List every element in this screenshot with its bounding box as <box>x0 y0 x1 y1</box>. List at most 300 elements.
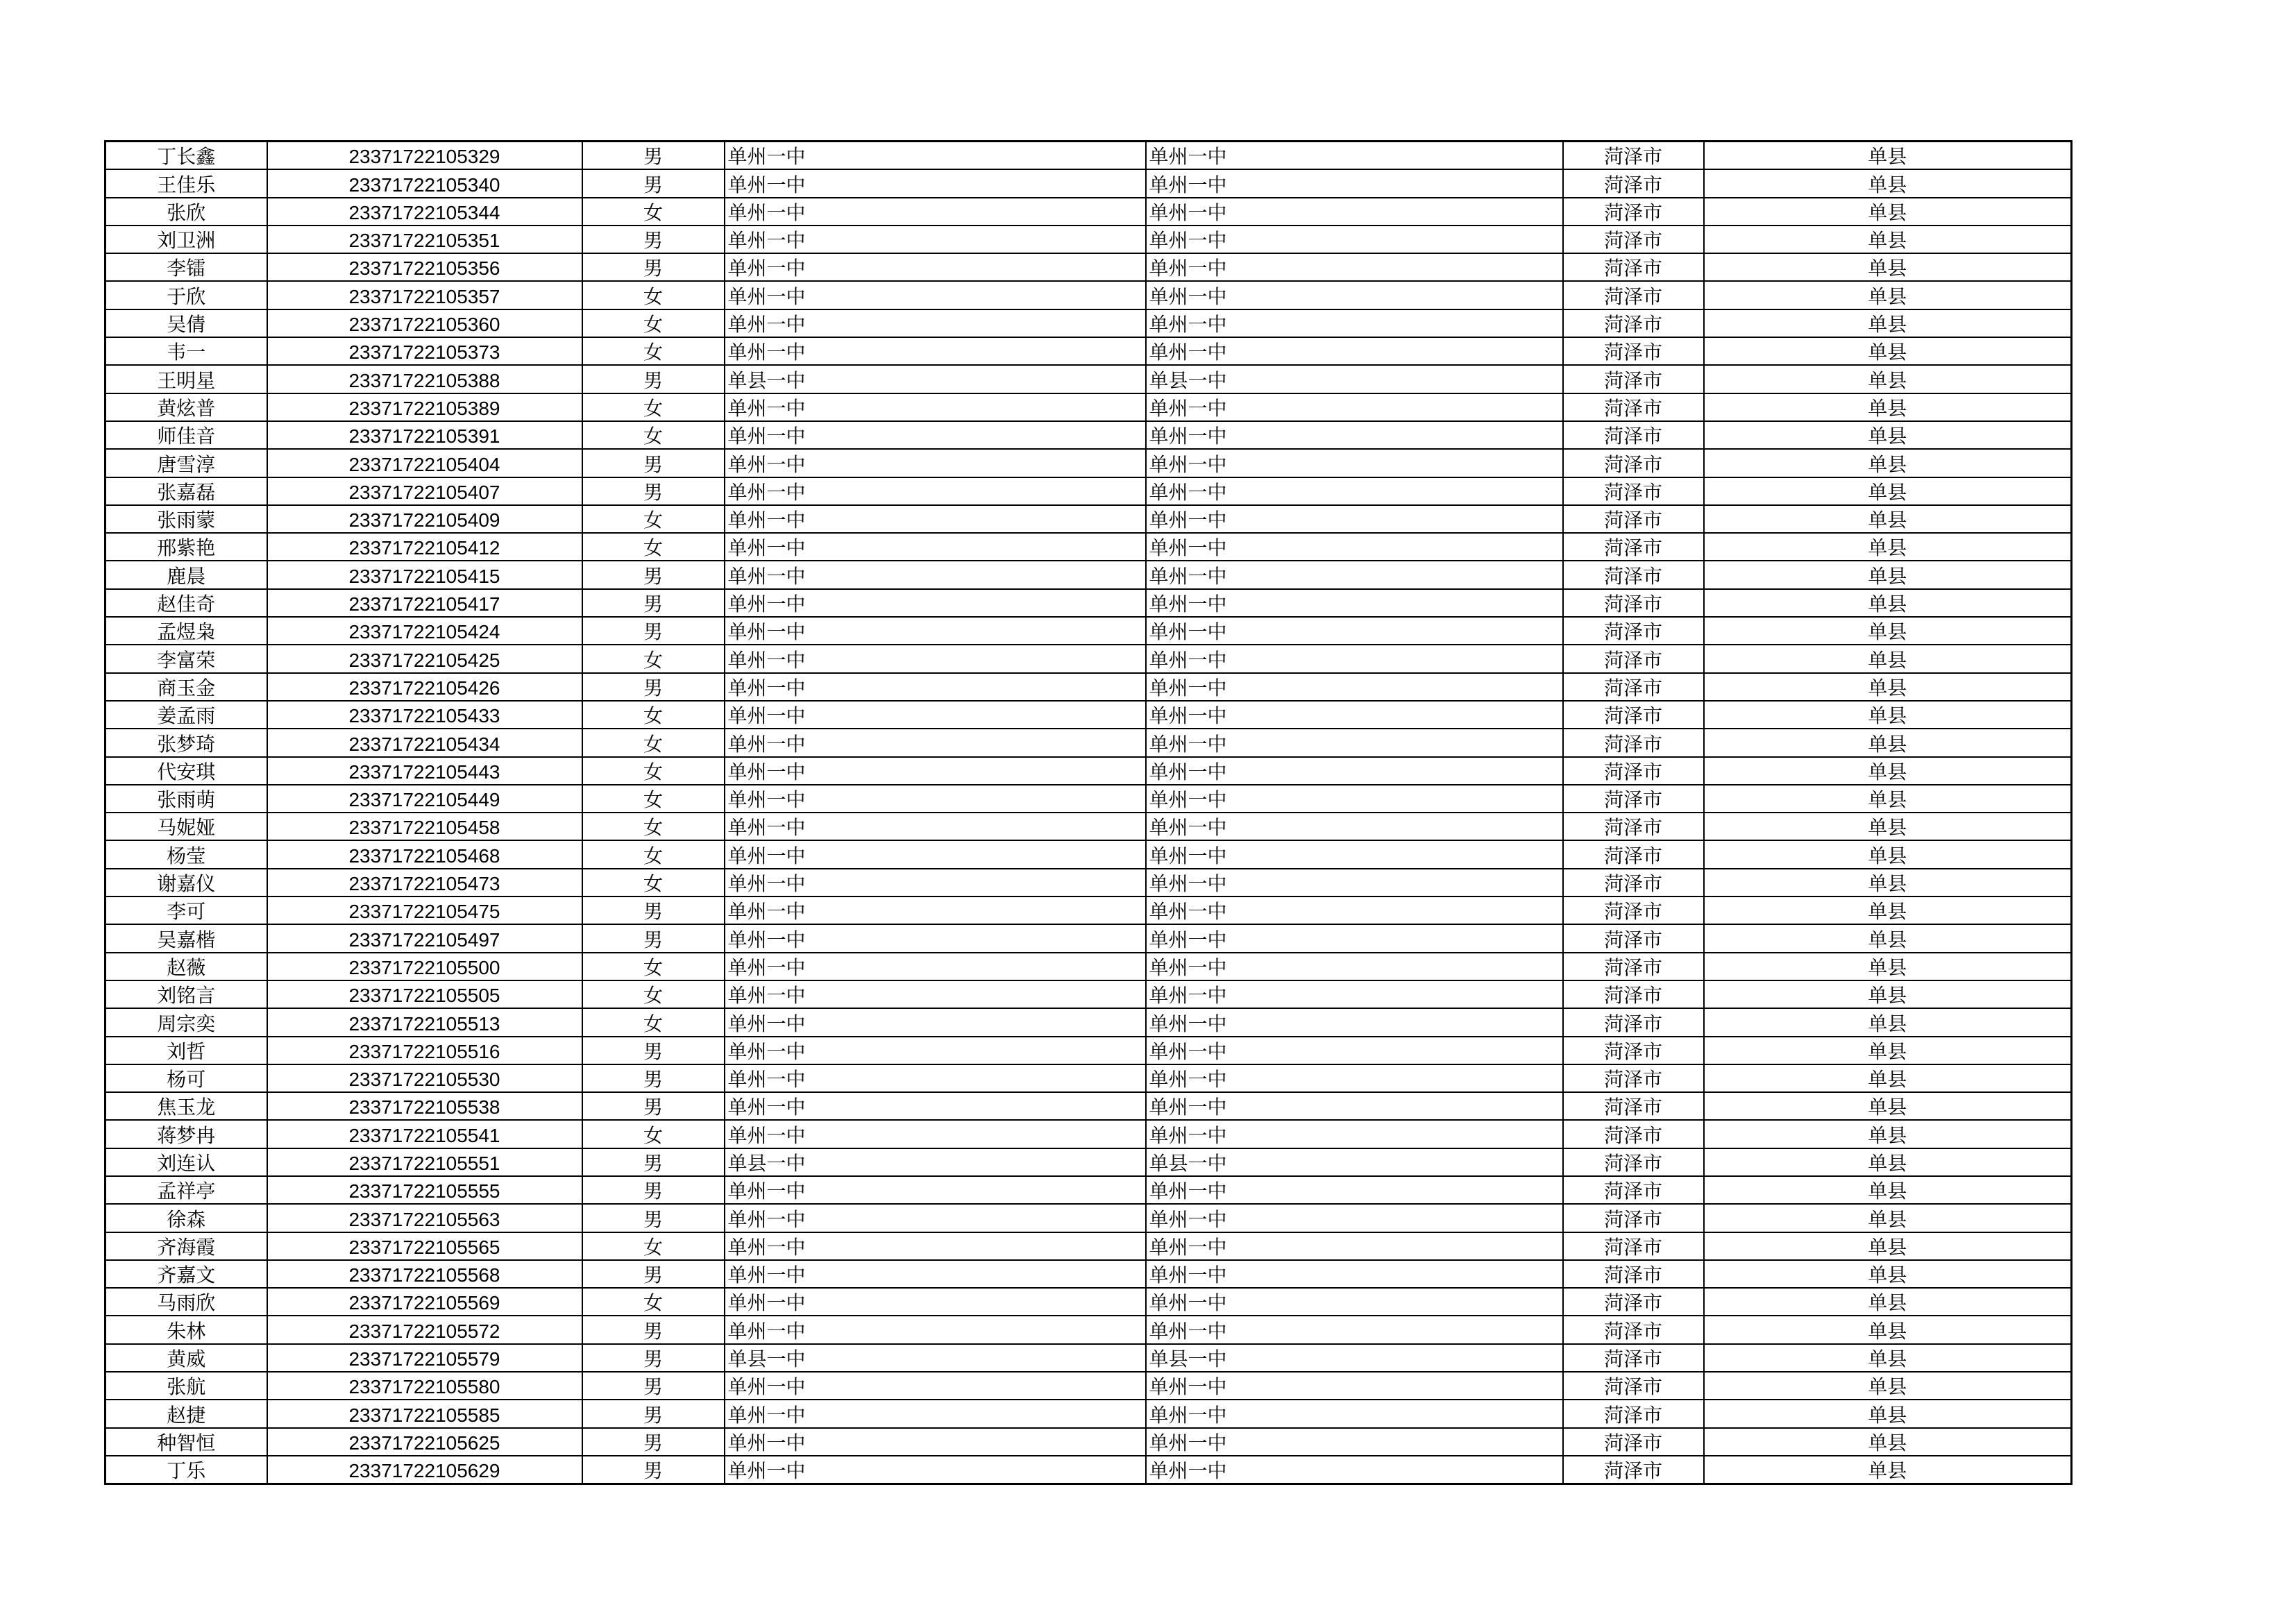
city-cell: 菏泽市 <box>1563 1400 1704 1427</box>
school-cell: 单州一中 <box>725 198 1146 226</box>
county-cell: 单县 <box>1704 785 2072 813</box>
city-cell: 菏泽市 <box>1563 337 1704 365</box>
exam-site-cell: 单州一中 <box>1146 309 1563 337</box>
school-cell: 单州一中 <box>725 1064 1146 1092</box>
exam-number-cell: 23371722105329 <box>267 142 582 170</box>
county-cell: 单县 <box>1704 869 2072 897</box>
table-row <box>105 533 2072 561</box>
student-name-cell: 王明星 <box>105 365 267 393</box>
exam-number-cell: 23371722105585 <box>267 1400 582 1427</box>
county-cell: 单县 <box>1704 142 2072 170</box>
student-name-cell: 赵薇 <box>105 953 267 980</box>
table-row <box>105 281 2072 309</box>
city-cell: 菏泽市 <box>1563 897 1704 924</box>
school-cell: 单州一中 <box>725 142 1146 170</box>
county-cell: 单县 <box>1704 980 2072 1008</box>
school-cell: 单州一中 <box>725 281 1146 309</box>
exam-site-cell: 单州一中 <box>1146 785 1563 813</box>
gender-cell: 男 <box>582 1428 725 1456</box>
gender-cell: 男 <box>582 477 725 505</box>
exam-site-cell: 单州一中 <box>1146 449 1563 477</box>
city-cell: 菏泽市 <box>1563 1344 1704 1372</box>
city-cell: 菏泽市 <box>1563 533 1704 561</box>
exam-site-cell: 单州一中 <box>1146 897 1563 924</box>
exam-number-cell: 23371722105505 <box>267 980 582 1008</box>
student-name-cell: 蒋梦冉 <box>105 1120 267 1148</box>
city-cell: 菏泽市 <box>1563 421 1704 449</box>
county-cell: 单县 <box>1704 673 2072 701</box>
exam-number-cell: 23371722105513 <box>267 1008 582 1036</box>
exam-site-cell: 单州一中 <box>1146 198 1563 226</box>
table-row <box>105 505 2072 533</box>
exam-site-cell: 单州一中 <box>1146 701 1563 729</box>
exam-site-cell: 单州一中 <box>1146 1260 1563 1288</box>
city-cell: 菏泽市 <box>1563 253 1704 281</box>
exam-site-cell: 单州一中 <box>1146 840 1563 868</box>
school-cell: 单州一中 <box>725 953 1146 980</box>
city-cell: 菏泽市 <box>1563 505 1704 533</box>
exam-number-cell: 23371722105500 <box>267 953 582 980</box>
exam-number-cell: 23371722105417 <box>267 589 582 617</box>
school-cell: 单州一中 <box>725 729 1146 756</box>
table-row <box>105 1456 2072 1484</box>
county-cell: 单县 <box>1704 365 2072 393</box>
county-cell: 单县 <box>1704 1092 2072 1120</box>
school-cell: 单州一中 <box>725 645 1146 672</box>
table-row <box>105 757 2072 785</box>
school-cell: 单州一中 <box>725 617 1146 645</box>
student-name-cell: 焦玉龙 <box>105 1092 267 1120</box>
table-row <box>105 1148 2072 1176</box>
exam-site-cell: 单州一中 <box>1146 1008 1563 1036</box>
county-cell: 单县 <box>1704 477 2072 505</box>
county-cell: 单县 <box>1704 1344 2072 1372</box>
table-row <box>105 1372 2072 1400</box>
exam-site-cell: 单州一中 <box>1146 1204 1563 1232</box>
exam-site-cell: 单州一中 <box>1146 337 1563 365</box>
exam-number-cell: 23371722105340 <box>267 169 582 197</box>
county-cell: 单县 <box>1704 589 2072 617</box>
exam-number-cell: 23371722105541 <box>267 1120 582 1148</box>
city-cell: 菏泽市 <box>1563 785 1704 813</box>
county-cell: 单县 <box>1704 1316 2072 1343</box>
roster-body <box>105 142 2072 1484</box>
exam-number-cell: 23371722105409 <box>267 505 582 533</box>
student-name-cell: 刘铭言 <box>105 980 267 1008</box>
city-cell: 菏泽市 <box>1563 477 1704 505</box>
county-cell: 单县 <box>1704 533 2072 561</box>
student-name-cell: 孟煜枭 <box>105 617 267 645</box>
school-cell: 单州一中 <box>725 1037 1146 1064</box>
student-name-cell: 刘卫洲 <box>105 226 267 253</box>
school-cell: 单州一中 <box>725 1400 1146 1427</box>
school-cell: 单州一中 <box>725 1260 1146 1288</box>
table-row <box>105 785 2072 813</box>
exam-site-cell: 单州一中 <box>1146 1120 1563 1148</box>
county-cell: 单县 <box>1704 924 2072 952</box>
student-name-cell: 唐雪淳 <box>105 449 267 477</box>
city-cell: 菏泽市 <box>1563 589 1704 617</box>
table-row <box>105 1260 2072 1288</box>
exam-number-cell: 23371722105516 <box>267 1037 582 1064</box>
student-name-cell: 张梦琦 <box>105 729 267 756</box>
table-row <box>105 1344 2072 1372</box>
county-cell: 单县 <box>1704 1372 2072 1400</box>
exam-number-cell: 23371722105426 <box>267 673 582 701</box>
exam-number-cell: 23371722105568 <box>267 1260 582 1288</box>
exam-site-cell: 单州一中 <box>1146 226 1563 253</box>
school-cell: 单州一中 <box>725 1008 1146 1036</box>
gender-cell: 女 <box>582 980 725 1008</box>
county-cell: 单县 <box>1704 393 2072 421</box>
exam-site-cell: 单州一中 <box>1146 421 1563 449</box>
student-name-cell: 丁长鑫 <box>105 142 267 170</box>
city-cell: 菏泽市 <box>1563 1204 1704 1232</box>
student-name-cell: 王佳乐 <box>105 169 267 197</box>
student-name-cell: 孟祥亭 <box>105 1176 267 1204</box>
school-cell: 单州一中 <box>725 869 1146 897</box>
city-cell: 菏泽市 <box>1563 226 1704 253</box>
exam-site-cell: 单州一中 <box>1146 589 1563 617</box>
table-row <box>105 477 2072 505</box>
student-name-cell: 张欣 <box>105 198 267 226</box>
school-cell: 单州一中 <box>725 785 1146 813</box>
student-name-cell: 吴倩 <box>105 309 267 337</box>
exam-site-cell: 单州一中 <box>1146 1232 1563 1260</box>
gender-cell: 男 <box>582 365 725 393</box>
exam-number-cell: 23371722105351 <box>267 226 582 253</box>
gender-cell: 女 <box>582 869 725 897</box>
table-row <box>105 617 2072 645</box>
county-cell: 单县 <box>1704 1400 2072 1427</box>
table-row <box>105 226 2072 253</box>
school-cell: 单州一中 <box>725 1176 1146 1204</box>
exam-number-cell: 23371722105391 <box>267 421 582 449</box>
city-cell: 菏泽市 <box>1563 617 1704 645</box>
gender-cell: 男 <box>582 253 725 281</box>
exam-site-cell: 单县一中 <box>1146 1148 1563 1176</box>
school-cell: 单州一中 <box>725 449 1146 477</box>
student-name-cell: 刘哲 <box>105 1037 267 1064</box>
student-name-cell: 张嘉磊 <box>105 477 267 505</box>
exam-number-cell: 23371722105629 <box>267 1456 582 1484</box>
city-cell: 菏泽市 <box>1563 1176 1704 1204</box>
table-row <box>105 393 2072 421</box>
city-cell: 菏泽市 <box>1563 1092 1704 1120</box>
student-name-cell: 鹿晨 <box>105 561 267 588</box>
school-cell: 单州一中 <box>725 1288 1146 1316</box>
school-cell: 单州一中 <box>725 1092 1146 1120</box>
county-cell: 单县 <box>1704 337 2072 365</box>
exam-site-cell: 单州一中 <box>1146 561 1563 588</box>
gender-cell: 女 <box>582 840 725 868</box>
school-cell: 单州一中 <box>725 505 1146 533</box>
school-cell: 单州一中 <box>725 226 1146 253</box>
gender-cell: 男 <box>582 561 725 588</box>
table-row <box>105 1288 2072 1316</box>
exam-site-cell: 单州一中 <box>1146 477 1563 505</box>
gender-cell: 男 <box>582 1316 725 1343</box>
table-row <box>105 1428 2072 1456</box>
gender-cell: 男 <box>582 226 725 253</box>
exam-site-cell: 单州一中 <box>1146 1372 1563 1400</box>
student-name-cell: 徐森 <box>105 1204 267 1232</box>
school-cell: 单县一中 <box>725 1148 1146 1176</box>
county-cell: 单县 <box>1704 1008 2072 1036</box>
school-cell: 单州一中 <box>725 1120 1146 1148</box>
table-row <box>105 980 2072 1008</box>
exam-site-cell: 单州一中 <box>1146 1092 1563 1120</box>
table-row <box>105 897 2072 924</box>
county-cell: 单县 <box>1704 757 2072 785</box>
table-row <box>105 337 2072 365</box>
student-name-cell: 师佳音 <box>105 421 267 449</box>
student-name-cell: 黄炫普 <box>105 393 267 421</box>
gender-cell: 女 <box>582 813 725 840</box>
school-cell: 单州一中 <box>725 897 1146 924</box>
student-name-cell: 韦一 <box>105 337 267 365</box>
exam-number-cell: 23371722105443 <box>267 757 582 785</box>
gender-cell: 女 <box>582 785 725 813</box>
school-cell: 单州一中 <box>725 393 1146 421</box>
table-row <box>105 840 2072 868</box>
student-name-cell: 种智恒 <box>105 1428 267 1456</box>
city-cell: 菏泽市 <box>1563 1064 1704 1092</box>
exam-number-cell: 23371722105424 <box>267 617 582 645</box>
school-cell: 单州一中 <box>725 253 1146 281</box>
gender-cell: 男 <box>582 1372 725 1400</box>
city-cell: 菏泽市 <box>1563 169 1704 197</box>
table-row <box>105 1008 2072 1036</box>
gender-cell: 女 <box>582 421 725 449</box>
city-cell: 菏泽市 <box>1563 840 1704 868</box>
gender-cell: 女 <box>582 953 725 980</box>
gender-cell: 男 <box>582 1148 725 1176</box>
exam-site-cell: 单州一中 <box>1146 1176 1563 1204</box>
county-cell: 单县 <box>1704 1428 2072 1456</box>
exam-number-cell: 23371722105551 <box>267 1148 582 1176</box>
school-cell: 单州一中 <box>725 1316 1146 1343</box>
county-cell: 单县 <box>1704 561 2072 588</box>
exam-site-cell: 单州一中 <box>1146 1316 1563 1343</box>
county-cell: 单县 <box>1704 701 2072 729</box>
student-name-cell: 姜孟雨 <box>105 701 267 729</box>
gender-cell: 男 <box>582 1204 725 1232</box>
exam-number-cell: 23371722105569 <box>267 1288 582 1316</box>
table-row <box>105 953 2072 980</box>
exam-site-cell: 单州一中 <box>1146 980 1563 1008</box>
student-roster-table <box>104 140 2073 1485</box>
city-cell: 菏泽市 <box>1563 953 1704 980</box>
table-row <box>105 365 2072 393</box>
school-cell: 单州一中 <box>725 1428 1146 1456</box>
exam-number-cell: 23371722105404 <box>267 449 582 477</box>
student-name-cell: 李镭 <box>105 253 267 281</box>
student-name-cell: 李可 <box>105 897 267 924</box>
exam-number-cell: 23371722105497 <box>267 924 582 952</box>
exam-site-cell: 单县一中 <box>1146 365 1563 393</box>
county-cell: 单县 <box>1704 1037 2072 1064</box>
gender-cell: 男 <box>582 924 725 952</box>
gender-cell: 女 <box>582 1232 725 1260</box>
county-cell: 单县 <box>1704 281 2072 309</box>
table-row <box>105 253 2072 281</box>
table-row <box>105 701 2072 729</box>
county-cell: 单县 <box>1704 1120 2072 1148</box>
student-name-cell: 黄威 <box>105 1344 267 1372</box>
county-cell: 单县 <box>1704 1148 2072 1176</box>
exam-number-cell: 23371722105412 <box>267 533 582 561</box>
school-cell: 单州一中 <box>725 701 1146 729</box>
school-cell: 单州一中 <box>725 421 1146 449</box>
student-name-cell: 马妮娅 <box>105 813 267 840</box>
table-row <box>105 1232 2072 1260</box>
exam-site-cell: 单州一中 <box>1146 281 1563 309</box>
exam-site-cell: 单州一中 <box>1146 953 1563 980</box>
exam-number-cell: 23371722105473 <box>267 869 582 897</box>
table-row <box>105 673 2072 701</box>
student-name-cell: 张航 <box>105 1372 267 1400</box>
city-cell: 菏泽市 <box>1563 757 1704 785</box>
table-row <box>105 1120 2072 1148</box>
student-name-cell: 齐海霞 <box>105 1232 267 1260</box>
student-name-cell: 代安琪 <box>105 757 267 785</box>
exam-site-cell: 单县一中 <box>1146 1344 1563 1372</box>
county-cell: 单县 <box>1704 1456 2072 1484</box>
gender-cell: 男 <box>582 449 725 477</box>
exam-site-cell: 单州一中 <box>1146 617 1563 645</box>
table-row <box>105 924 2072 952</box>
school-cell: 单州一中 <box>725 1204 1146 1232</box>
gender-cell: 女 <box>582 533 725 561</box>
county-cell: 单县 <box>1704 309 2072 337</box>
table-row <box>105 813 2072 840</box>
city-cell: 菏泽市 <box>1563 365 1704 393</box>
school-cell: 单州一中 <box>725 337 1146 365</box>
gender-cell: 女 <box>582 198 725 226</box>
table-row <box>105 309 2072 337</box>
exam-number-cell: 23371722105580 <box>267 1372 582 1400</box>
exam-number-cell: 23371722105360 <box>267 309 582 337</box>
exam-number-cell: 23371722105572 <box>267 1316 582 1343</box>
exam-number-cell: 23371722105625 <box>267 1428 582 1456</box>
table-row <box>105 729 2072 756</box>
county-cell: 单县 <box>1704 1176 2072 1204</box>
student-name-cell: 刘连认 <box>105 1148 267 1176</box>
county-cell: 单县 <box>1704 645 2072 672</box>
table-row <box>105 869 2072 897</box>
city-cell: 菏泽市 <box>1563 198 1704 226</box>
city-cell: 菏泽市 <box>1563 924 1704 952</box>
gender-cell: 女 <box>582 701 725 729</box>
exam-site-cell: 单州一中 <box>1146 1428 1563 1456</box>
exam-number-cell: 23371722105468 <box>267 840 582 868</box>
school-cell: 单州一中 <box>725 589 1146 617</box>
student-name-cell: 李富荣 <box>105 645 267 672</box>
table-row <box>105 1316 2072 1343</box>
county-cell: 单县 <box>1704 953 2072 980</box>
table-row <box>105 198 2072 226</box>
exam-number-cell: 23371722105388 <box>267 365 582 393</box>
city-cell: 菏泽市 <box>1563 813 1704 840</box>
exam-number-cell: 23371722105389 <box>267 393 582 421</box>
exam-site-cell: 单州一中 <box>1146 142 1563 170</box>
school-cell: 单州一中 <box>725 533 1146 561</box>
student-name-cell: 张雨萌 <box>105 785 267 813</box>
student-name-cell: 朱林 <box>105 1316 267 1343</box>
exam-site-cell: 单州一中 <box>1146 1400 1563 1427</box>
exam-site-cell: 单州一中 <box>1146 253 1563 281</box>
school-cell: 单州一中 <box>725 477 1146 505</box>
gender-cell: 女 <box>582 393 725 421</box>
exam-number-cell: 23371722105407 <box>267 477 582 505</box>
city-cell: 菏泽市 <box>1563 1316 1704 1343</box>
city-cell: 菏泽市 <box>1563 1372 1704 1400</box>
school-cell: 单州一中 <box>725 840 1146 868</box>
exam-number-cell: 23371722105538 <box>267 1092 582 1120</box>
school-cell: 单州一中 <box>725 1372 1146 1400</box>
school-cell: 单州一中 <box>725 980 1146 1008</box>
gender-cell: 女 <box>582 1008 725 1036</box>
exam-number-cell: 23371722105433 <box>267 701 582 729</box>
student-name-cell: 杨莹 <box>105 840 267 868</box>
school-cell: 单州一中 <box>725 673 1146 701</box>
gender-cell: 男 <box>582 1092 725 1120</box>
gender-cell: 男 <box>582 1344 725 1372</box>
exam-number-cell: 23371722105475 <box>267 897 582 924</box>
exam-site-cell: 单州一中 <box>1146 869 1563 897</box>
exam-number-cell: 23371722105357 <box>267 281 582 309</box>
gender-cell: 男 <box>582 897 725 924</box>
school-cell: 单州一中 <box>725 561 1146 588</box>
gender-cell: 男 <box>582 142 725 170</box>
student-name-cell: 商玉金 <box>105 673 267 701</box>
table-row <box>105 169 2072 197</box>
student-name-cell: 杨可 <box>105 1064 267 1092</box>
school-cell: 单州一中 <box>725 813 1146 840</box>
gender-cell: 男 <box>582 1456 725 1484</box>
city-cell: 菏泽市 <box>1563 1008 1704 1036</box>
gender-cell: 女 <box>582 1288 725 1316</box>
school-cell: 单州一中 <box>725 924 1146 952</box>
county-cell: 单县 <box>1704 505 2072 533</box>
school-cell: 单县一中 <box>725 365 1146 393</box>
city-cell: 菏泽市 <box>1563 729 1704 756</box>
school-cell: 单州一中 <box>725 1456 1146 1484</box>
table-row <box>105 589 2072 617</box>
exam-site-cell: 单州一中 <box>1146 1064 1563 1092</box>
exam-number-cell: 23371722105356 <box>267 253 582 281</box>
city-cell: 菏泽市 <box>1563 1148 1704 1176</box>
student-name-cell: 齐嘉文 <box>105 1260 267 1288</box>
school-cell: 单州一中 <box>725 309 1146 337</box>
city-cell: 菏泽市 <box>1563 701 1704 729</box>
exam-site-cell: 单州一中 <box>1146 673 1563 701</box>
student-name-cell: 赵捷 <box>105 1400 267 1427</box>
student-name-cell: 邢紫艳 <box>105 533 267 561</box>
exam-number-cell: 23371722105449 <box>267 785 582 813</box>
exam-number-cell: 23371722105415 <box>267 561 582 588</box>
county-cell: 单县 <box>1704 1064 2072 1092</box>
city-cell: 菏泽市 <box>1563 1260 1704 1288</box>
gender-cell: 男 <box>582 1037 725 1064</box>
city-cell: 菏泽市 <box>1563 980 1704 1008</box>
exam-site-cell: 单州一中 <box>1146 169 1563 197</box>
student-name-cell: 张雨蒙 <box>105 505 267 533</box>
city-cell: 菏泽市 <box>1563 1120 1704 1148</box>
exam-number-cell: 23371722105373 <box>267 337 582 365</box>
gender-cell: 男 <box>582 1176 725 1204</box>
